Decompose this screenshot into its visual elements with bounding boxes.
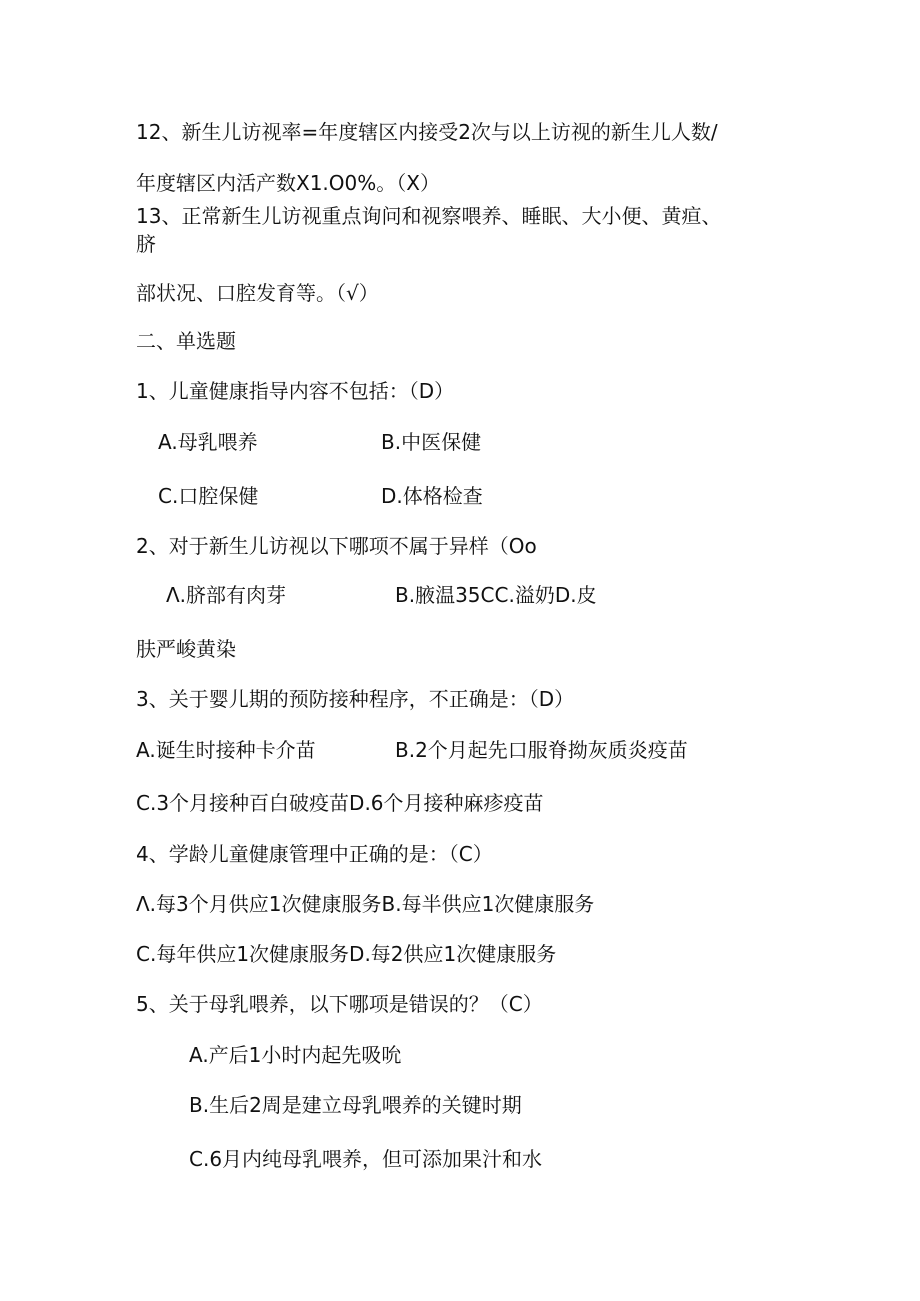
- question-1-option-d: D.体格检查: [381, 484, 483, 508]
- question-2-options-bcd: B.腋温35CC.溢奶D.皮: [395, 583, 597, 607]
- question-1-option-a: A.母乳喂养: [158, 430, 258, 454]
- question-2-option-a: Λ.脐部有肉芽: [166, 583, 287, 607]
- section-heading: 二、单选题: [136, 329, 236, 353]
- question-12-line-1: 12、新生儿访视率=年度辖区内接受2次与以上访视的新生儿人数/: [136, 120, 718, 144]
- question-2: 2、对于新生儿访视以下哪项不属于异样（Oo: [136, 534, 537, 558]
- question-5-option-c: C.6月内纯母乳喂养，但可添加果汁和水: [189, 1147, 543, 1171]
- question-3: 3、关于婴儿期的预防接种程序，不正确是：（D）: [136, 687, 575, 711]
- question-13-line-1: 13、正常新生儿访视重点询问和视察喂养、睡眠、大小便、黄疸、: [136, 204, 722, 228]
- question-3-options-cd: C.3个月接种百白破疫苗D.6个月接种麻疹疫苗: [136, 791, 544, 815]
- question-3-option-a: A.诞生时接种卡介苗: [136, 738, 316, 762]
- question-1-option-c: C.口腔保健: [158, 484, 259, 508]
- question-12-line-2: 年度辖区内活产数X1.O0%。（X）: [136, 171, 440, 195]
- question-1-option-b: B.中医保健: [381, 430, 482, 454]
- question-2-option-d-cont: 肤严峻黄染: [136, 637, 236, 661]
- question-13-line-3: 部状况、口腔发育等。（√）: [136, 281, 379, 305]
- question-4-options-ab: Λ.每3个月供应1次健康服务B.每半供应1次健康服务: [136, 892, 595, 916]
- question-5: 5、关于母乳喂养，以下哪项是错误的？（C）: [136, 992, 543, 1016]
- question-13-line-2: 脐: [136, 232, 156, 256]
- question-3-option-b: B.2个月起先口服脊拗灰质炎疫苗: [395, 738, 688, 762]
- question-1: 1、儿童健康指导内容不包括：（D）: [136, 379, 455, 403]
- question-5-option-a: A.产后1小时内起先吸吮: [189, 1043, 402, 1067]
- question-5-option-b: B.生后2周是建立母乳喂养的关键时期: [189, 1093, 522, 1117]
- question-4-options-cd: C.每年供应1次健康服务D.每2供应1次健康服务: [136, 942, 557, 966]
- question-4: 4、学龄儿童健康管理中正确的是：（C）: [136, 842, 493, 866]
